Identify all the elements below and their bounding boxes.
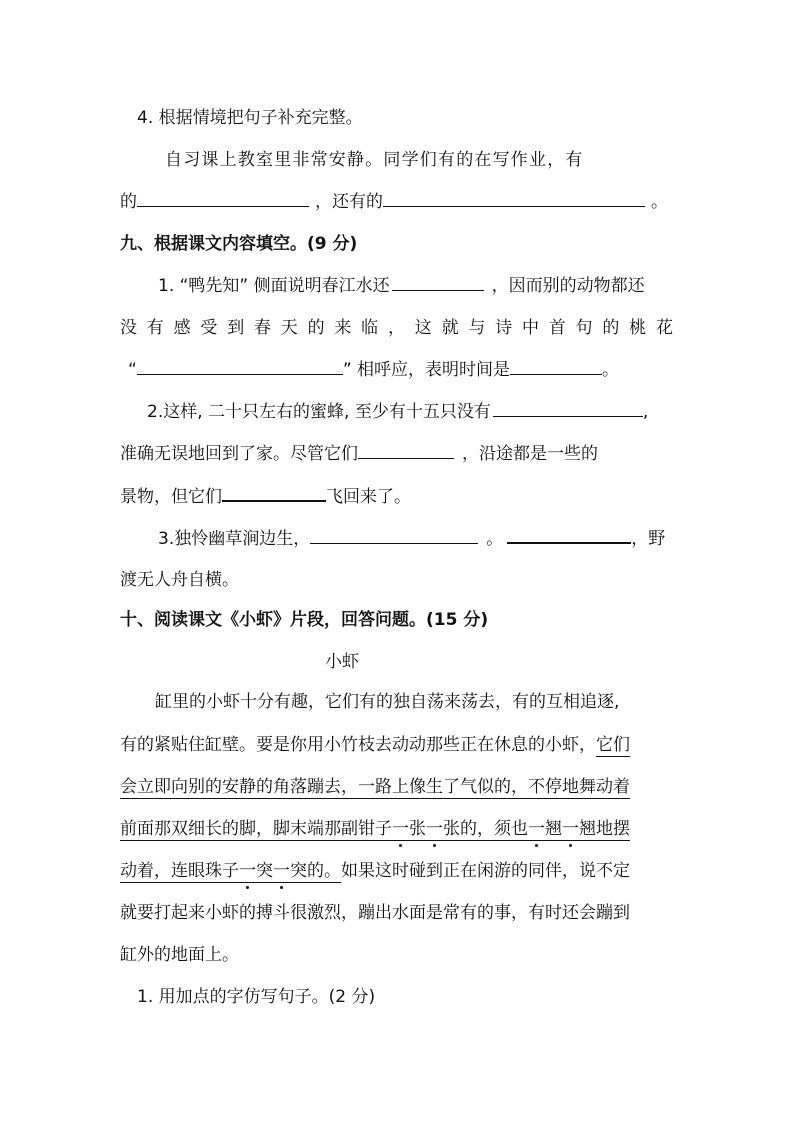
passage-text: 缸外的地面上。 [120, 945, 239, 965]
s9-item3-line2 [120, 566, 239, 594]
char: 受 [200, 318, 218, 338]
s9-item3-line1 [158, 524, 665, 553]
passage-line-3 [120, 773, 630, 801]
s9-item1-line2 [120, 314, 673, 342]
section-9-heading [120, 230, 357, 258]
answer-blank[interactable] [137, 188, 309, 207]
s9-item3-text-c: ，野 [631, 529, 666, 549]
section-9-heading-text: 九、根据课文内容填空。(9 分) [120, 234, 358, 254]
answer-blank[interactable] [493, 398, 643, 417]
s9-item2-line3 [120, 482, 411, 511]
s9-item1-open-quote: “ [128, 360, 137, 380]
passage-text: 就要打起来小虾的搏斗很激烈，蹦出水面是常有的事，有时还会蹦到 [120, 903, 630, 923]
q4-line2-start: 的 [120, 192, 137, 212]
passage-text: 有的紧贴住缸壁。要是你用小竹枝去动动那些正在休息的小虾， [120, 735, 596, 755]
s9-item2-text-e: 景物，但它们 [120, 487, 222, 507]
s9-item1-text-c: ” 相呼应，表明时间是 [342, 360, 511, 380]
char: 桃 [629, 318, 647, 338]
q4-line2-end: 。 [651, 192, 668, 212]
char: 的 [307, 318, 325, 338]
char: 句 [575, 318, 593, 338]
story-title [325, 648, 359, 676]
passage-line-1 [155, 688, 619, 716]
answer-blank[interactable] [137, 356, 343, 375]
q4-line1-text: 自习课上教室里非常安静。同学们有的在写作业，有 [165, 150, 584, 170]
passage-text: 缸里的小虾十分有趣，它们有的独自荡来荡去，有的互相追逐, [155, 692, 620, 712]
answer-blank[interactable] [507, 524, 631, 544]
char: 诗 [495, 318, 513, 338]
passage-line-5 [120, 857, 630, 885]
passage-text: 前面那双细长的脚，脚末端那副钳子 [120, 819, 392, 839]
dotted-char: 一 [562, 815, 579, 843]
answer-blank[interactable] [310, 525, 478, 544]
s9-item2-text-d: ，沿途都是一些的 [462, 444, 598, 464]
char: 就 [441, 318, 459, 338]
passage-text: 突 [256, 861, 273, 881]
q4-title [137, 104, 363, 132]
char: 来 [334, 318, 352, 338]
passage-text: 张 [409, 819, 426, 839]
char: 首 [548, 318, 566, 338]
s9-item2-text-b: , [642, 402, 649, 422]
char: 有 [146, 318, 164, 338]
s9-item1-text-b: ，因而别的动物都还 [491, 276, 645, 296]
passage-text: 翘 [545, 819, 562, 839]
s9-item1-line3 [128, 356, 619, 384]
passage-line-4 [120, 815, 630, 843]
passage-line-7 [120, 941, 239, 969]
answer-blank[interactable] [510, 356, 602, 375]
char: 感 [173, 318, 191, 338]
char: 这 [414, 318, 432, 338]
q4-title-text: 4. 根据情境把句子补充完整。 [137, 108, 363, 128]
q4-line1 [165, 146, 673, 174]
s9-item3-text-d: 渡无人舟自横。 [120, 570, 239, 590]
s9-item2-text-c: 准确无误地回到了家。尽管它们 [120, 444, 358, 464]
answer-blank[interactable] [383, 188, 645, 207]
s9-item2-line2 [120, 440, 598, 468]
q4-line2 [120, 188, 668, 216]
answer-blank[interactable] [392, 272, 484, 291]
s9-item2-text-a: 2.这样, 二十只左右的蜜蜂, 至少有十五只没有 [147, 402, 491, 422]
passage-text: 突的。 [290, 861, 341, 881]
char: 与 [468, 318, 486, 338]
underlined-text: 它们 [596, 735, 630, 755]
s9-item2-line1 [147, 398, 648, 426]
char: 到 [227, 318, 245, 338]
underlined-text: 会立即向别的安静的角落蹦去，一路上像生了气似的，不停地舞动着 [120, 777, 630, 797]
s10-question-1-text: 1. 用加点的字仿写句子。(2 分) [137, 987, 376, 1007]
dotted-char: 一 [273, 857, 290, 885]
s9-item1-line1 [158, 272, 645, 300]
answer-blank[interactable] [358, 440, 454, 459]
passage-text: 张的，须也 [443, 819, 528, 839]
story-title-text: 小虾 [325, 652, 359, 672]
char: 花 [655, 318, 673, 338]
underlined-text [120, 861, 341, 883]
s9-item1-text-a: 1. “鸭先知” 侧面说明春江水还 [158, 276, 390, 296]
section-10-heading-text: 十、阅读课文《小虾》片段，回答问题。(15 分) [120, 610, 489, 630]
char: 中 [521, 318, 539, 338]
char: ， [387, 318, 405, 338]
char: 临 [361, 318, 379, 338]
answer-blank[interactable] [222, 482, 326, 502]
passage-text: 翘地摆 [579, 819, 630, 839]
dotted-char: 一 [528, 815, 545, 843]
dotted-char: 一 [426, 815, 443, 843]
underlined-text [120, 819, 630, 841]
char: 没 [120, 318, 137, 338]
passage-line-6 [120, 899, 630, 927]
s9-item3-text-a: 3.独怜幽草涧边生， [158, 529, 311, 549]
q4-line2-middle: ，还有的 [315, 192, 383, 212]
s10-question-1 [137, 983, 375, 1011]
passage-text: 如果这时碰到正在闲游的同伴，说不定 [341, 861, 630, 881]
char: 春 [253, 318, 271, 338]
s9-item1-end: 。 [602, 360, 620, 380]
passage-line-2 [120, 731, 630, 759]
section-10-heading [120, 606, 488, 634]
dotted-char: 一 [392, 815, 409, 843]
s9-item2-text-f: 飞回来了。 [326, 487, 411, 507]
dotted-char: 一 [239, 857, 256, 885]
char: 的 [602, 318, 620, 338]
s9-item3-text-b: 。 [486, 529, 504, 549]
passage-text: 动着，连眼珠子 [120, 861, 239, 881]
char: 天 [280, 318, 298, 338]
